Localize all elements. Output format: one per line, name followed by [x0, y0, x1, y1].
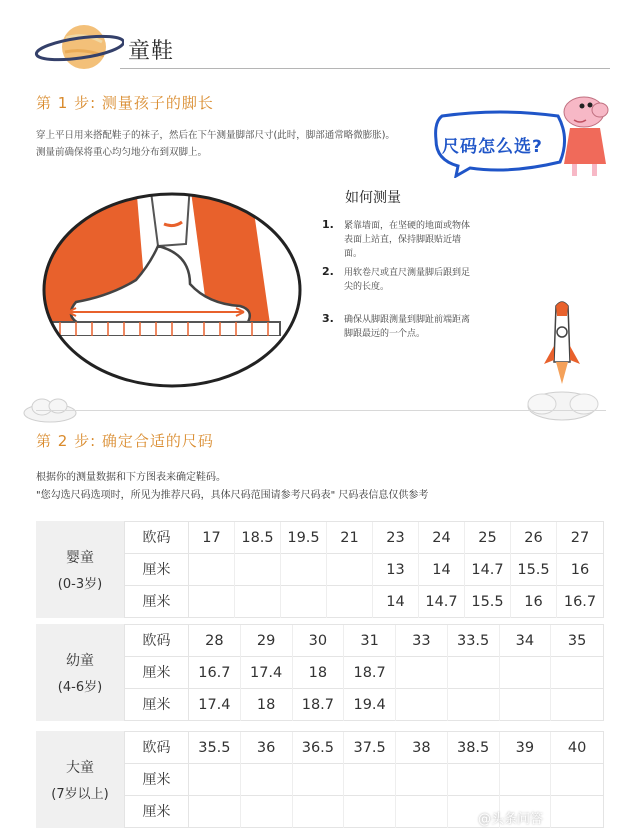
- table-cell: 17.4: [241, 657, 293, 689]
- planet-icon: [34, 14, 124, 76]
- table-cell: [241, 764, 293, 796]
- table-cell: 17.4: [189, 689, 241, 721]
- table-cell: 18: [293, 657, 345, 689]
- table-cell: 33: [396, 625, 448, 657]
- table-cell: 14: [373, 586, 419, 618]
- table-cell: 34: [500, 625, 552, 657]
- table-cell: [551, 689, 603, 721]
- row-label: 欧码: [125, 625, 189, 657]
- table-cell: [281, 586, 327, 618]
- size-grid: [124, 624, 604, 721]
- table-cell: [241, 796, 293, 828]
- table-cell: [344, 764, 396, 796]
- table-cell: [327, 586, 373, 618]
- table-cell: 18: [241, 689, 293, 721]
- how-step-line: 尖的长度。: [344, 282, 390, 292]
- table-cell: [551, 657, 603, 689]
- table-row: [125, 657, 603, 689]
- group-age: (4-6岁): [57, 680, 103, 695]
- table-cell: [448, 764, 500, 796]
- size-group-toddler: [36, 624, 604, 721]
- how-step-line: 用软卷尺或直尺测量脚后跟到足: [344, 268, 471, 278]
- table-cell: 18.7: [293, 689, 345, 721]
- table-cell: 19.4: [344, 689, 396, 721]
- row-label: 厘米: [125, 554, 189, 586]
- table-cell: 14.7: [419, 586, 465, 618]
- table-cell: 26: [511, 522, 557, 554]
- table-cell: 30: [293, 625, 345, 657]
- group-name: 幼童: [66, 653, 94, 669]
- group-name: 大童: [66, 760, 94, 776]
- table-cell: [396, 764, 448, 796]
- table-cell: [500, 689, 552, 721]
- row-label: 欧码: [125, 522, 189, 554]
- table-cell: 19.5: [281, 522, 327, 554]
- table-cell: 33.5: [448, 625, 500, 657]
- row-label: 厘米: [125, 796, 189, 828]
- table-row: [125, 689, 603, 721]
- table-cell: [189, 764, 241, 796]
- table-cell: 39: [500, 732, 552, 764]
- table-cell: [396, 796, 448, 828]
- how-step-number: 1.: [322, 218, 334, 231]
- table-cell: 13: [373, 554, 419, 586]
- page-title: 童鞋: [128, 39, 175, 64]
- speech-bubble-text: 尺码怎么选?: [442, 137, 543, 157]
- table-cell: 31: [344, 625, 396, 657]
- header: [0, 0, 640, 80]
- step1-title: 第 1 步: 测量孩子的脚长: [36, 94, 214, 112]
- table-cell: 18.5: [235, 522, 281, 554]
- table-cell: 36: [241, 732, 293, 764]
- table-cell: 35: [567, 633, 587, 649]
- table-cell: [448, 689, 500, 721]
- table-row: [125, 625, 603, 657]
- how-step-number: 2.: [322, 265, 334, 278]
- table-cell: [293, 764, 345, 796]
- table-cell: [327, 554, 373, 586]
- table-cell: [500, 657, 552, 689]
- watermark-logo-icon: [456, 806, 476, 826]
- table-row: [125, 522, 603, 554]
- table-row: [125, 586, 603, 618]
- table-cell: 36.5: [293, 732, 345, 764]
- table-row: [125, 732, 603, 764]
- table-cell: [293, 796, 345, 828]
- table-cell: [189, 796, 241, 828]
- table-cell: 25: [465, 522, 511, 554]
- step1-intro-line2: 测量前确保将重心均匀地分布到双脚上。: [36, 147, 208, 158]
- table-cell: [500, 764, 552, 796]
- how-step-line: 脚跟最远的一个点。: [344, 329, 426, 339]
- how-to-measure-title: 如何测量: [345, 190, 401, 206]
- table-cell: [189, 586, 235, 618]
- table-cell: [281, 554, 327, 586]
- table-cell: 16: [570, 562, 590, 578]
- table-cell: 17: [189, 522, 235, 554]
- row-label: 厘米: [125, 586, 189, 618]
- group-name: 婴童: [66, 550, 94, 566]
- table-cell: [396, 657, 448, 689]
- step2-desc-line2: "您勾选尺码选项时，所见为推荐尺码，具体尺码范围请参考尺码表" 尺码表信息仅供参考: [36, 490, 429, 501]
- table-cell: 29: [241, 625, 293, 657]
- table-cell: [551, 796, 603, 828]
- how-step-line: 紧靠墙面，在坚硬的地面或物体: [344, 221, 471, 231]
- table-cell: 28: [189, 625, 241, 657]
- group-label: [36, 521, 124, 618]
- table-row: [125, 554, 603, 586]
- section-divider: [36, 410, 606, 411]
- table-cell: [189, 554, 235, 586]
- step2-title: 第 2 步: 确定合适的尺码: [36, 432, 214, 450]
- group-age: (7岁以上): [51, 787, 109, 802]
- how-step-line: 确保从脚跟测量到脚趾前端距离: [344, 315, 471, 325]
- how-step-line: 面。: [344, 249, 363, 259]
- pig-character-icon: [556, 92, 616, 182]
- watermark-text: @头条问答: [478, 812, 544, 827]
- table-cell: 27: [570, 530, 590, 546]
- row-label: 欧码: [125, 732, 189, 764]
- group-label: [36, 731, 124, 828]
- step1-intro-line1: 穿上平日用来搭配鞋子的袜子，然后在下午测量脚部尺寸(此时，脚部通常略微膨胀)。: [36, 130, 395, 141]
- table-cell: [396, 689, 448, 721]
- row-label: 厘米: [125, 689, 189, 721]
- table-cell: [448, 657, 500, 689]
- table-cell: [344, 796, 396, 828]
- group-age: (0-3岁): [57, 577, 103, 592]
- table-cell: 14.7: [465, 554, 511, 586]
- table-cell: 37.5: [344, 732, 396, 764]
- table-cell: [235, 554, 281, 586]
- table-cell: 40: [567, 740, 587, 756]
- table-cell: 16.7: [563, 594, 597, 610]
- header-divider: [120, 68, 610, 69]
- table-cell: 38.5: [448, 732, 500, 764]
- row-label: 厘米: [125, 764, 189, 796]
- how-step-line: 表面上站直，保持脚跟贴近墙: [344, 235, 462, 245]
- table-cell: 16.7: [189, 657, 241, 689]
- table-cell: 35.5: [189, 732, 241, 764]
- step2-desc-line1: 根据你的测量数据和下方图表来确定鞋码。: [36, 472, 226, 483]
- table-cell: 23: [373, 522, 419, 554]
- table-cell: 14: [419, 554, 465, 586]
- table-cell: 24: [419, 522, 465, 554]
- table-cell: 38: [396, 732, 448, 764]
- table-cell: [235, 586, 281, 618]
- size-group-infant: [36, 521, 604, 618]
- table-row: [125, 764, 603, 796]
- table-cell: [551, 764, 603, 796]
- table-cell: 21: [327, 522, 373, 554]
- row-label: 厘米: [125, 657, 189, 689]
- group-label: [36, 624, 124, 721]
- table-cell: 18.7: [344, 657, 396, 689]
- size-grid: [124, 521, 604, 618]
- table-cell: 15.5: [511, 554, 557, 586]
- table-cell: 15.5: [465, 586, 511, 618]
- table-cell: 16: [511, 586, 557, 618]
- rocket-icon: [520, 300, 610, 428]
- foot-measure-illustration: [40, 184, 312, 388]
- how-step-number: 3.: [322, 312, 334, 325]
